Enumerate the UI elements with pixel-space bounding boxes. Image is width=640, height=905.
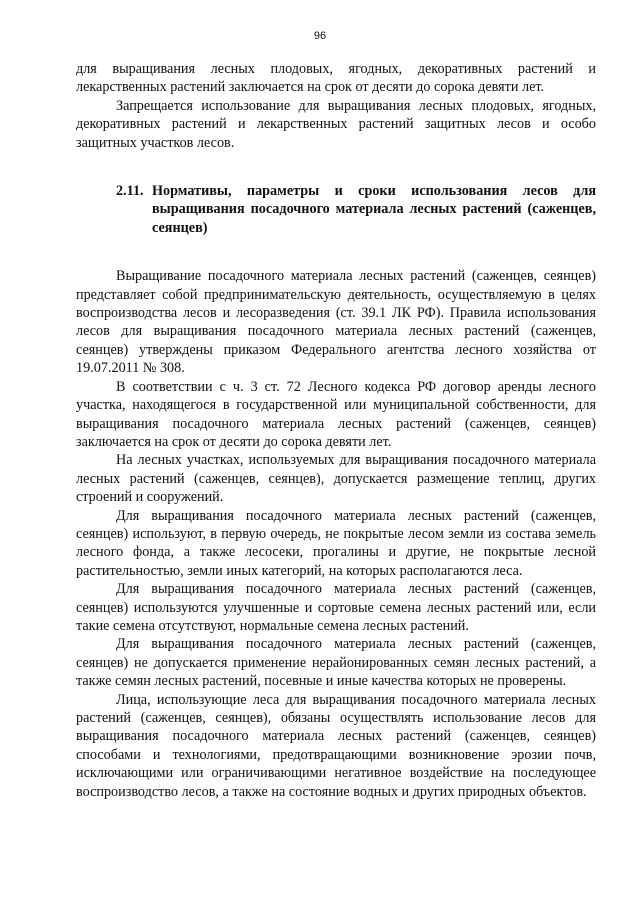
section-title: Нормативы, параметры и сроки использования лесов для выращивания посадочного материала лесных растений (саженцев, сеянцев) xyxy=(152,183,596,236)
section-paragraph: На лесных участках, используемых для выращивания посадочного материала лесных растений (саженцев, сеянцев), допускается размещение теплиц, других строений и сооружений. xyxy=(76,452,596,506)
section-paragraph: В соответствии с ч. 3 ст. 72 Лесного кодекса РФ договор аренды лесного участка, находящегося в государственной или муниципальной собственности, для выращивания посадочного материала лесных растений (саженцев, сеянцев) заключается на срок от десяти до сорока девяти лет. xyxy=(76,378,596,450)
section-paragraph: Для выращивания посадочного материала лесных растений (саженцев, сеянцев) не допускается применение нерайонированных семян лесных растений, а также семян лесных растений, посевные и иные качества которых не проверены. xyxy=(76,636,596,690)
section-paragraph: Для выращивания посадочного материала лесных растений (саженцев, сеянцев) используют, в первую очередь, не покрытые лесом земли из состава земель лесного фонда, а также лесосеки, прогалины и другие, не покрытые лесной растительностью, земли иных категорий, на которых располагаются леса. xyxy=(76,507,596,579)
section-heading xyxy=(116,182,596,237)
page-body xyxy=(76,60,596,801)
section-paragraph: Выращивание посадочного материала лесных растений (саженцев, сеянцев) представляет собой предпринимательскую деятельность, осуществляемую в целях воспроизводства лесов и лесоразведения (ст. 39.1 ЛК РФ). Правила использования лесов для выращивания посадочного материала лесных растений (саженцев, сеянцев) утверждены приказом Федерального агентства лесного хозяйства от 19.07.2011 № 308. xyxy=(76,268,596,377)
section-paragraph: Для выращивания посадочного материала лесных растений (саженцев, сеянцев) используются улучшенные и сортовые семена лесных растений или, если такие семена отсутствуют, нормальные семена лесных растений. xyxy=(76,581,596,634)
section-paragraph: Лица, использующие леса для выращивания посадочного материала лесных растений (саженцев, сеянцев), обязаны осуществлять использование лесов для выращивания посадочного материала лесных растений (саженцев, сеянцев) способами и технологиями, предотвращающими возникновение эрозии почв, исключающими или ограничивающими негативное воздействие на последующее воспроизводство лесов, а также на состояние водных и других природных объектов. xyxy=(76,691,596,800)
intro-paragraph-prohibition: Запрещается использование для выращивания лесных плодовых, ягодных, декоративных растений и лекарственных растений защитных лесов и особо защитных участков лесов. xyxy=(76,97,596,151)
section-number: 2.11. xyxy=(116,183,144,200)
intro-paragraph-continued: для выращивания лесных плодовых, ягодных, декоративных растений и лекарственных растений заключается на срок от десяти до сорока девяти лет. xyxy=(76,61,596,96)
page-number: 96 xyxy=(313,30,327,42)
